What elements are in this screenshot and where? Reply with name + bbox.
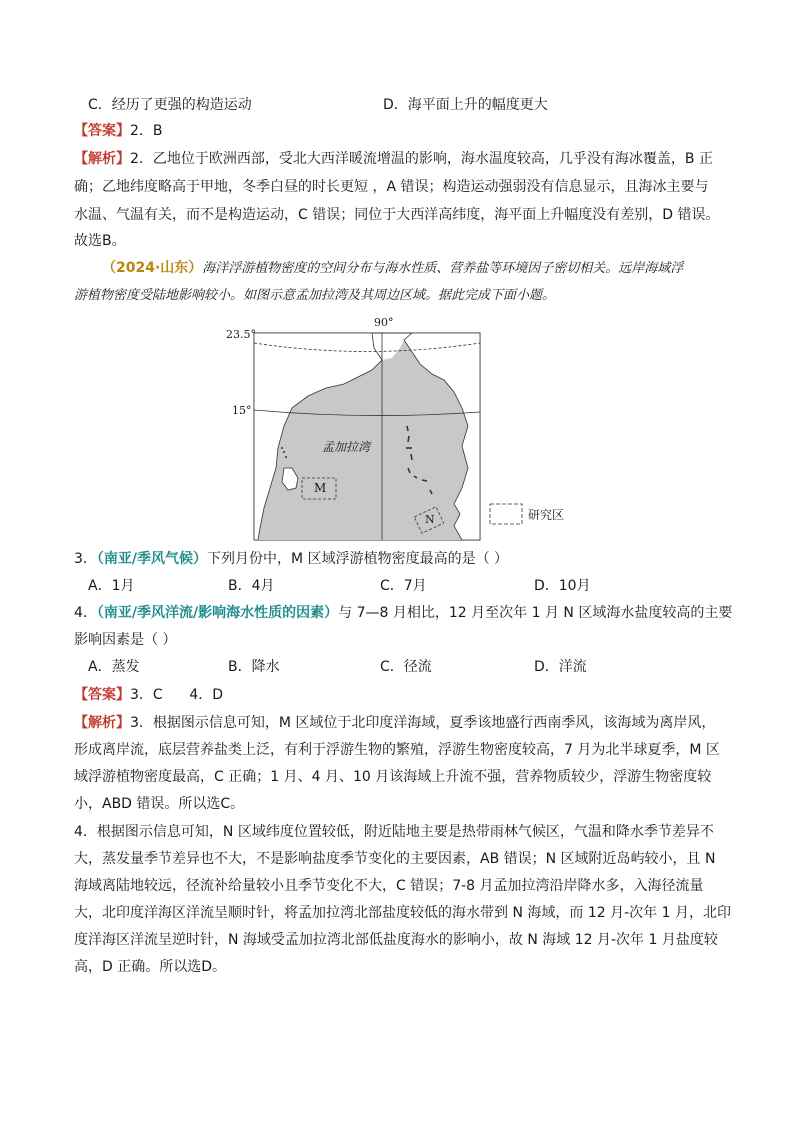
q2-answer (74, 121, 724, 141)
q4-analysis-line-1: 4．根据图示信息可知，N 区域纬度位置较低，附近陆地主要是热带雨林气候区，气温和降水季节差异不 (74, 824, 714, 840)
q2-option-d: D．海平面上升的幅度更大 (383, 97, 548, 113)
q2-analysis-line-2: 确；乙地纬度略高于甲地，冬季白昼的时长更短 ，A 错误；构造运动强弱没有信息显示，且海冰主要与 (74, 179, 709, 195)
bay-of-bengal-map (222, 318, 582, 543)
analysis-label: 【解析】 (74, 715, 130, 731)
intro-line-2: 游植物密度受陆地影响较小。如图示意孟加拉湾及其周边区域。据此完成下面小题。 (74, 288, 556, 303)
lat-mid-label: 15° (232, 404, 252, 417)
q4-analysis-line-3: 海域离陆地较远，径流补给量较小且季节变化不大，C 错误；7-8 月孟加拉湾沿岸降水多，入海径流量 (74, 878, 704, 894)
q2-analysis-line-3: 水温、气温有关，而不是构造运动，C 错误；同位于大西洋高纬度，海平面上升幅度没有差别，D 错误。 (74, 207, 720, 223)
analysis-label: 【解析】 (74, 151, 130, 167)
q2-analysis-line-4: 故选B。 (74, 233, 126, 249)
q4-option-a: A．蒸发 (88, 659, 140, 675)
answer-label: 【答案】 (74, 123, 130, 139)
answer-label: 【答案】 (74, 687, 130, 703)
q4-option-b: B．降水 (228, 659, 280, 675)
q3-analysis-line-4: 小，ABD 错误。所以选C。 (74, 796, 245, 812)
answer-value: 2．B (130, 123, 163, 139)
q3-analysis-line-1: 【解析】3．根据图示信息可知，M 区域位于北印度洋海域，夏季该地盛行西南季风，该海域为离岸风， (74, 715, 716, 731)
q4-analysis-line-5: 度洋海区洋流呈逆时针，N 海域受孟加拉湾北部低盐度海水的影响小，故 N 海域 12 月-次年 1 月盐度较 (74, 932, 718, 948)
q3-analysis-line-3: 域浮游植物密度最高，C 正确；1 月、4 月、10 月该海域上升流不强，营养物质较少，浮游生物密度较 (74, 769, 712, 785)
q4-analysis-line-2: 大，蒸发量季节差异也不大，不是影响盐度季节变化的主要因素，AB 错误；N 区域附近岛屿较小，且 N (74, 851, 716, 867)
legend-label: 研究区 (528, 508, 565, 522)
q4-stem-line-1: 4．（南亚/季风洋流/影响海水性质的因素）与 7—8 月相比，12 月至次年 1 月 N 区域海水盐度较高的主要 (74, 605, 733, 621)
region-m-label: M (314, 481, 327, 495)
q3-stem: 3．（南亚/季风气候）下列月份中，M 区域浮游植物密度最高的是（ ） (74, 551, 509, 567)
q4-option-c: C．径流 (380, 659, 432, 675)
q4-analysis-line-4: 大，北印度洋海区洋流呈顺时针，将孟加拉湾北部盐度较低的海水带到 N 海域，而 12 月-次年 1 月，北印 (74, 905, 731, 921)
source-tag: （2024·山东） (102, 260, 203, 276)
q4-analysis-line-6: 高，D 正确。所以选D。 (74, 959, 227, 975)
q2-analysis-line-1: 【解析】2．乙地位于欧洲西部，受北大西洋暖流增温的影响，海水温度较高，几乎没有海冰覆盖，B 正 (74, 151, 713, 167)
intro-line-1: （2024·山东）海洋浮游植物密度的空间分布与海水性质、营养盐等环境因子密切相关。远岸海域浮 (102, 260, 684, 276)
legend-box (490, 504, 522, 524)
q3-option-b: B．4月 (228, 578, 275, 594)
lat-top-label: 23.5° (226, 328, 256, 341)
q4-stem-line-2: 影响因素是（ ） (74, 632, 177, 648)
q4-tag: （南亚/季风洋流/影响海水性质的因素） (96, 605, 339, 621)
q3-tag: （南亚/季风气候） (96, 551, 208, 567)
q34-answer (74, 685, 724, 705)
bay-name-label: 孟加拉湾 (322, 440, 371, 454)
q3-option-a: A．1月 (88, 578, 135, 594)
q3-analysis-line-2: 形成离岸流，底层营养盐类上泛，有利于浮游生物的繁殖，浮游生物密度较高，7 月为北半球夏季，M 区 (74, 742, 720, 758)
q3-option-d: D．10月 (534, 578, 591, 594)
answer-value: 3．C 4．D (130, 687, 224, 703)
region-n-label: N (425, 513, 435, 526)
q4-option-d: D．洋流 (534, 659, 587, 675)
lon-label: 90° (374, 316, 394, 329)
q2-option-c: C．经历了更强的构造运动 (88, 97, 252, 113)
q3-option-c: C．7月 (380, 578, 427, 594)
